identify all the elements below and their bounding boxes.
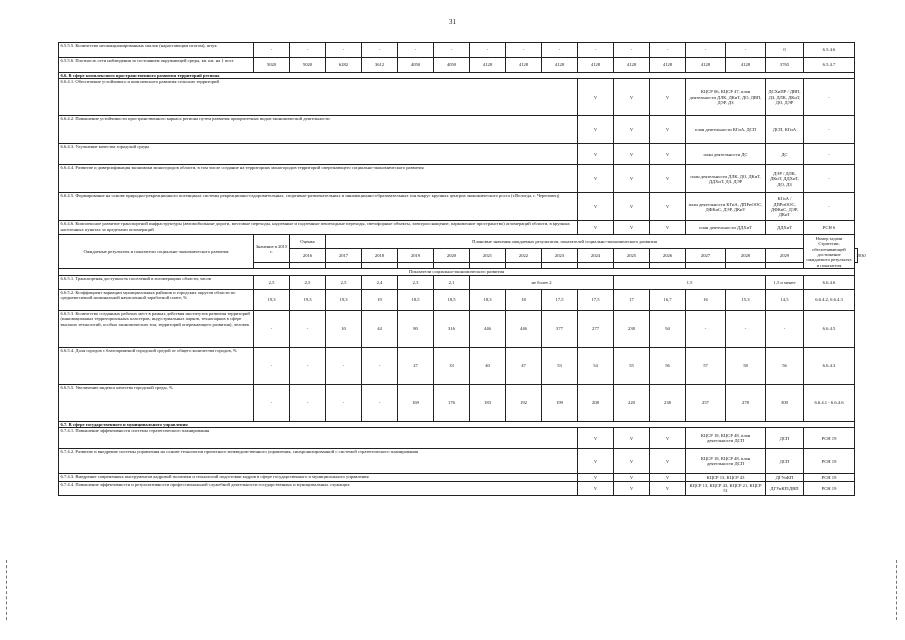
value-cell: 56 [766,347,804,384]
task-code: 6.5.4.7 [804,58,855,73]
measure-row [59,481,858,495]
measure-row [59,79,858,116]
executor-cell: ДСП [766,449,804,474]
value-cell: 18,5 [398,289,434,310]
measure-row [59,144,858,165]
header-year: 2023 [542,249,578,263]
value-cell: 208 [578,384,614,421]
header-planned: Плановые значения ожидаемых результатов, показателей социально-экономического развития [326,235,804,249]
executor-cell: ДГУиКП [766,474,804,482]
header-year: 2024 [578,249,614,263]
value-cell: 53 [542,347,578,384]
period-mark: V [578,474,614,482]
period-mark: V [578,428,614,449]
value-cell: 16,7 [650,289,686,310]
value-cell: - [766,310,804,347]
period-mark: V [614,193,650,221]
task-code: РСН 19 [804,428,855,449]
value-cell: 33 [434,347,470,384]
value-cell: 3765 [766,58,804,73]
value-cell: 57 [686,347,726,384]
value-cell: 40 [470,347,506,384]
measure-label: 6.7.4.1. Повышение эффективности системы стратегического планирования [59,428,578,449]
table-row [59,43,858,58]
right-edge-mark [896,560,897,620]
header-year: 2018 [362,249,398,263]
value-cell: 278 [726,384,766,421]
value-cell: - [398,43,434,58]
value-cell: 257 [686,384,726,421]
value-cell: 17,5 [578,289,614,310]
task-code: - [804,79,855,116]
value-cell: - [290,347,326,384]
period-mark: V [614,165,650,193]
header-estimate: Оценка [290,235,326,249]
measure-row [59,474,858,482]
period-mark: V [614,79,650,116]
measure-label: 6.6.4.3. Улучшение качества городской среды [59,144,578,165]
measure-label: 6.7.4.4. Повышение эффективности и результативности профессиональной служебной деятельности государственных и муниципальных служащих [59,481,578,495]
left-edge-mark [6,560,7,620]
measure-label: 6.7.4.3. Внедрение современных инструментов кадровой политики и технологий подготовки кадров в сфере государственного и муниципального управления [59,474,578,482]
value-cell: 4128 [542,58,578,73]
value-cell: 2,5 [254,275,290,289]
header-year: 2027 [686,249,726,263]
value-cell: 192 [506,384,542,421]
executor-cell: ДЭР / ДЛК, ДКиТ, ДДХиТ, ДО, ДЗ [766,165,804,193]
value-cell: - [506,43,542,58]
value-span: 1,5 и менее [766,275,804,289]
value-cell: 5020 [290,58,326,73]
value-cell: - [290,43,326,58]
period-mark: V [578,144,614,165]
header-year: 2021 [470,249,506,263]
measure-label: 6.6.4.4. Развитие и диверсификация экономики моногородов области, в том числе создание на территориях моногородов территорий опережающего социально-экономического развития [59,165,578,193]
task-code: РСН 6 [804,221,855,235]
period-mark: V [650,165,686,193]
header-task-number: Номер задачи Стратегии, обеспечивающей достижение ожидаемого результата и показателя [804,235,855,269]
period-mark: V [650,481,686,495]
value-cell: 3612 [362,58,398,73]
period-mark: V [650,428,686,449]
value-cell: 58 [726,347,766,384]
value-cell: - [726,43,766,58]
task-code: 6.6.4.5 [804,310,855,347]
value-cell: 19,3 [254,289,290,310]
period-mark: V [650,474,686,482]
value-cell: - [362,347,398,384]
executor-cell: ДС [766,144,804,165]
measure-row [59,221,858,235]
measure-row [59,116,858,144]
measure-row [59,165,858,193]
period-mark: V [614,449,650,474]
value-cell: 2,5 [290,275,326,289]
value-cell: 169 [398,384,434,421]
value-cell: 446 [470,310,506,347]
period-mark: V [614,481,650,495]
value-cell: - [650,43,686,58]
task-code: 6.6.4.2, 6.6.4.3 [804,289,855,310]
value-cell: - [290,310,326,347]
task-code: РСН 19 [804,481,855,495]
header-year: 2022 [506,249,542,263]
indicator-row [59,347,858,384]
value-cell: 220 [614,384,650,421]
period-mark: V [650,193,686,221]
period-mark: V [614,428,650,449]
measure-row [59,193,858,221]
value-cell: - [290,384,326,421]
measure-label: 6.6.4.6. Комплексное развитие транспортной инфраструктуры (автомобильные дороги, местовые переходы, надземные и подземные пешеходные переходы, светофорные объекты, электрооснащение, парковочное пространство) агломераций области, в крупных населенных пунктах за пределами агломераций [59,221,578,235]
task-code: РСН 19 [804,474,855,482]
plan-cell: план деятельности ДС [686,144,766,165]
task-code: РСН 19 [804,449,855,474]
measure-label: 6.7.4.2. Развитие и внедрение системы управления на основе технологии проектного межведомственного управления, синхронизированной с системой стратегического планирования [59,449,578,474]
measure-label: 6.6.4.1. Обеспечение устойчивого и комплексного развития сельских территорий [59,79,578,116]
value-cell: 56 [650,347,686,384]
value-cell: - [686,310,726,347]
value-cell: 4128 [726,58,766,73]
executor-cell: ДСХиПР / ДВП, ДЗ, ДЛК, ДКиТ, ДО, ДЭР [766,79,804,116]
plan-cell: план деятельности КГиА, ДСП [686,116,766,144]
value-cell: 2,1 [434,275,470,289]
task-code: 6.6.4.1 - 6.6.4.6 [804,384,855,421]
indicator-row [59,289,858,310]
plan-cell: КЦСР 06, КЦСР 47, план деятельности ДЛК, ДКиТ, ДО, ДВП, ДЭР, ДЗ [686,79,766,116]
measure-label: 6.6.4.5. Формирование на основе природно-рекреационного потенциала системы рекреационно-оздоровительных, спортивно-развлекательных и инновационно-образовательных зон вокруг крупных центров экономического роста (г.Вологда, г. Череповец) [59,193,578,221]
measure-label: 6.6.4.2. Повышение устойчивости пространственного каркаса региона путем развития приоритетных видов экономической деятельности [59,116,578,144]
value-cell: - [254,43,290,58]
value-cell: 16 [686,289,726,310]
value-cell: - [542,43,578,58]
header-year: 2028 [726,249,766,263]
value-cell: - [686,43,726,58]
row-label: 6.5.5.5. Количество несанкционированных свалок (нарастающим итогом), штук [59,43,254,58]
value-cell: 199 [542,384,578,421]
value-cell: 2,5 [326,275,362,289]
indicator-row [59,384,858,421]
value-cell: 277 [578,310,614,347]
plan-cell: КЦСР 13, КЦСР 43 [686,474,766,482]
indicators-title: Показатели социально-экономического развития [59,269,855,275]
period-mark: V [650,449,686,474]
value-cell: 6282 [326,58,362,73]
header-year: 2026 [650,249,686,263]
value-cell: 15,3 [726,289,766,310]
value-cell: 4128 [650,58,686,73]
value-cell: 44 [362,310,398,347]
plan-cell: план деятельности ДДХиТ [686,221,766,235]
header-year: 2020 [434,249,470,263]
header-expected: Ожидаемые результаты и показатели социально-экономического развития [59,235,254,269]
plan-cell: КЦСР 18, КЦСР 48, план деятельности ДСП [686,428,766,449]
header-year: 2016 [290,249,326,263]
table-header-row [59,235,858,249]
executor-cell: КГиА / ДПРиООС, ДФКиС, ДЭР, ДКиТ [766,193,804,221]
measure-row [59,449,858,474]
value-cell: 0 [766,43,804,58]
plan-cell: план деятельности ДЛК, ДО, ДКиТ, ДДХиТ, ДЗ, ДЭР [686,165,766,193]
value-cell: - [470,43,506,58]
plan-cell: КЦСР 18, КЦСР 48, план деятельности ДСП [686,449,766,474]
task-code: - [804,144,855,165]
value-cell: 47 [506,347,542,384]
value-cell: 446 [506,310,542,347]
value-cell: - [614,43,650,58]
value-cell: 19,3 [290,289,326,310]
value-cell: - [362,384,398,421]
value-cell: 55 [614,347,650,384]
period-mark: V [578,79,614,116]
value-cell: 4128 [686,58,726,73]
value-cell: - [362,43,398,58]
value-cell: 316 [434,310,470,347]
indicator-label: 6.6.5.5. Увеличение индекса качества городской среды, % [59,384,254,421]
header-year: 2029 [766,249,804,263]
period-mark: V [578,449,614,474]
value-cell: 183 [470,384,506,421]
indicator-row [59,275,858,289]
task-code: - [804,116,855,144]
value-cell: - [326,347,362,384]
period-mark: V [614,474,650,482]
executor-cell: ДСП [766,428,804,449]
task-code: 6.5.4.6 [804,43,855,58]
task-code: - [804,193,855,221]
section-title: 6.6. В сфере комплексного пространственного развития территорий региона [59,73,855,79]
period-mark: V [614,221,650,235]
value-cell: 4128 [614,58,650,73]
plan-cell: план деятельности КГиА, ДПРиООС, ДФКиС, ДЭР, ДКиТ [686,193,766,221]
value-span: 1,5 [614,275,766,289]
value-cell: - [434,43,470,58]
value-cell: 18 [506,289,542,310]
value-cell: 27 [398,347,434,384]
executor-cell: ДДХиТ [766,221,804,235]
plan-cell: КЦСР 13, КЦСР 43, КЦСР 21, КЦСР 51 [686,481,766,495]
value-cell: 10 [326,310,362,347]
value-cell: 4050 [434,58,470,73]
header-year: 2030 [855,249,858,263]
value-cell: 300 [766,384,804,421]
header-year: 2017 [326,249,362,263]
period-mark: V [578,221,614,235]
header-value-2015: Значение в 2015 г. [254,235,290,263]
indicator-label: 6.6.5.2. Коэффициент вариации муниципальных районов и городских округов области по среднемесячной номинальной начисленной заработной плате, % [59,289,254,310]
task-code: - [804,165,855,193]
value-cell: 4128 [578,58,614,73]
value-cell: - [578,43,614,58]
page-number: 31 [449,18,456,26]
value-cell: 377 [542,310,578,347]
value-cell: - [254,384,290,421]
task-code: 6.6.4.6 [804,275,855,289]
value-cell: 18,5 [434,289,470,310]
period-mark: V [650,116,686,144]
section-title: 6.7. В сфере государственного и муниципального управления [59,421,855,427]
value-cell: 4050 [398,58,434,73]
value-cell: 19,3 [326,289,362,310]
value-span: не более 2 [470,275,614,289]
value-cell: - [254,347,290,384]
indicator-label: 6.6.5.3. Количество созданных рабочих мест в рамках действия институтов развития территорий (инновационных территориальных кластеров, индустриальных парков, технопарков в сфере высоких технологий, особых экономических зон, территорий опережающего развития), человек [59,310,254,347]
value-cell: 2,4 [362,275,398,289]
value-cell: 80 [398,310,434,347]
period-mark: V [578,116,614,144]
value-cell: 19 [362,289,398,310]
period-mark: V [650,79,686,116]
value-cell: 176 [434,384,470,421]
table-row [59,58,858,73]
task-code: 6.6.4.3 [804,347,855,384]
executor-cell: ДСП, КГиА [766,116,804,144]
value-cell: 94 [650,310,686,347]
indicator-label: 6.6.5.4. Доля городов с благоприятной городской средой от общего количества городов, % [59,347,254,384]
value-cell: 4128 [506,58,542,73]
header-year: 2019 [398,249,434,263]
value-cell: - [326,384,362,421]
period-mark: V [650,144,686,165]
value-cell: 2,3 [398,275,434,289]
indicator-label: 6.6.5.1. Транспортная доступность поселений в агломерациях области, часов [59,275,254,289]
value-cell: 17,5 [542,289,578,310]
header-year: 2025 [614,249,650,263]
measure-row [59,428,858,449]
value-cell: - [326,43,362,58]
strategy-table [58,42,866,496]
executor-cell: ДГУиКП/ДВП [766,481,804,495]
value-cell: 14,5 [766,289,804,310]
value-cell: 18,3 [470,289,506,310]
indicator-row [59,310,858,347]
value-cell: 5020 [254,58,290,73]
value-cell: - [726,310,766,347]
value-cell: - [254,310,290,347]
value-cell: 17 [614,289,650,310]
period-mark: V [578,165,614,193]
period-mark: V [578,193,614,221]
row-label: 6.5.5.6. Плотность сети наблюдения за состоянием окружающей среды, кв. км. на 1 пост [59,58,254,73]
period-mark: V [578,481,614,495]
value-cell: 238 [650,384,686,421]
period-mark: V [614,144,650,165]
period-mark: V [614,116,650,144]
value-cell: 54 [578,347,614,384]
period-mark: V [650,221,686,235]
value-cell: 4128 [470,58,506,73]
value-cell: 238 [614,310,650,347]
